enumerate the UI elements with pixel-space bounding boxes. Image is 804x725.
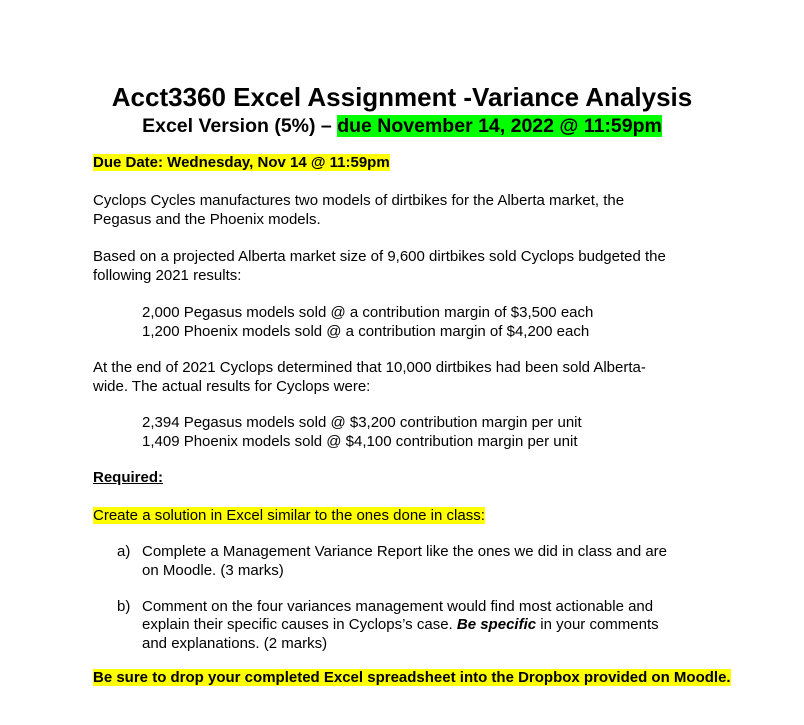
- required-instruction: [93, 506, 485, 525]
- actual-line-1: At the end of 2021 Cyclops determined that 10,000 dirtbikes had been sold Alberta-: [93, 359, 646, 376]
- due-date-line: [93, 153, 390, 172]
- item-b-line-2: [142, 615, 659, 634]
- intro-line-1: Cyclops Cycles manufactures two models of dirtbikes for the Alberta market, the: [93, 192, 625, 209]
- budget-line-1: Based on a projected Alberta market size of 9,600 dirtbikes sold Cyclops budgeted the: [93, 248, 666, 265]
- item-a-line-2: on Moodle. (3 marks): [142, 562, 284, 579]
- item-b-line-2-start: explain their specific causes in Cyclops’s case.: [142, 616, 457, 633]
- budget-item-pegasus: 2,000 Pegasus models sold @ a contribution margin of $3,500 each: [142, 304, 594, 321]
- required-heading: Required:: [93, 469, 164, 486]
- item-b-line-1: Comment on the four variances management would find most actionable and: [142, 598, 654, 615]
- item-b-line-3: and explanations. (2 marks): [142, 635, 328, 652]
- actual-item-pegasus: 2,394 Pegasus models sold @ $3,200 contribution margin per unit: [142, 414, 582, 431]
- page-subtitle: [0, 113, 804, 139]
- subtitle-version: Excel Version (5%) –: [142, 115, 338, 137]
- subtitle-due-highlight: due November 14, 2022 @ 11:59pm: [337, 115, 662, 137]
- list-marker-b: b): [117, 598, 131, 615]
- actual-line-2: wide. The actual results for Cyclops were:: [93, 378, 371, 395]
- page-title: Acct3360 Excel Assignment -Variance Analysis: [111, 82, 693, 112]
- budget-item-phoenix: 1,200 Phoenix models sold @ a contribution margin of $4,200 each: [142, 323, 590, 340]
- footer-note: [93, 668, 731, 687]
- budget-line-2: following 2021 results:: [93, 267, 242, 284]
- list-marker-a: a): [117, 543, 131, 560]
- required-instruction-highlight: Create a solution in Excel similar to the ones done in class:: [93, 507, 485, 524]
- footer-note-highlight: Be sure to drop your completed Excel spreadsheet into the Dropbox provided on Moodle.: [93, 669, 731, 686]
- actual-item-phoenix: 1,409 Phoenix models sold @ $4,100 contribution margin per unit: [142, 433, 578, 450]
- item-a-line-1: Complete a Management Variance Report like the ones we did in class and are: [142, 543, 668, 560]
- intro-line-2: Pegasus and the Phoenix models.: [93, 211, 321, 228]
- item-b-emphasis: Be specific: [456, 616, 537, 633]
- item-b-line-2-end: in your comments: [536, 616, 659, 633]
- due-date-highlight: Due Date: Wednesday, Nov 14 @ 11:59pm: [93, 154, 390, 171]
